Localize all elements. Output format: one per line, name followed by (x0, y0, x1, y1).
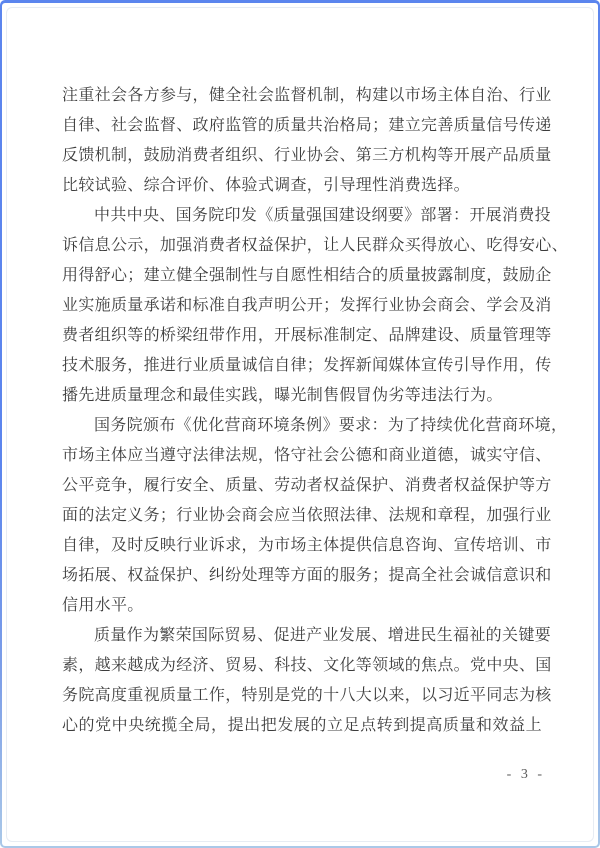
text-line-p3-l6: 场拓展、权益保护、纠纷处理等方面的服务；提高全社会诚信意识和 (62, 567, 552, 584)
text-line-p4-l4: 心的党中央统揽全局，提出把发展的立足点转到提高质量和效益上 (62, 717, 542, 734)
text-line-p1-l1: 注重社会各方参与，健全社会监督机制，构建以市场主体自治、行业 (62, 87, 552, 104)
text-line-p4-l1: 质量作为繁荣国际贸易、促进产业发展、增进民生福祉的关键要 (94, 627, 551, 644)
text-line-p2-l6: 技术服务，推进行业质量诚信自律；发挥新闻媒体宣传引导作用，传 (62, 357, 552, 374)
text-line-p2-l5: 费者组织等的桥梁纽带作用，开展标准制定、品牌建设、质量管理等 (62, 327, 552, 344)
text-line-p4-l2: 素，越来越成为经济、贸易、科技、文化等领域的焦点。党中央、国 (62, 657, 552, 674)
text-line-p1-l4: 比较试验、综合评价、体验式调查，引导理性消费选择。 (62, 177, 471, 194)
text-line-p3-l4: 面的法定义务；行业协会商会应当依照法律、法规和章程，加强行业 (62, 507, 552, 524)
text-line-p2-l1: 中共中央、国务院印发《质量强国建设纲要》部署：开展消费投 (94, 207, 551, 224)
text-line-p3-l2: 市场主体应当遵守法律法规，恪守社会公德和商业道德，诚实守信、 (62, 447, 552, 464)
text-line-p3-l5: 自律，及时反映行业诉求，为市场主体提供信息咨询、宣传培训、市 (62, 537, 552, 554)
text-line-p1-l3: 反馈机制，鼓励消费者组织、行业协会、第三方机构等开展产品质量 (62, 147, 552, 164)
text-line-p3-l1: 国务院颁布《优化营商环境条例》要求：为了持续优化营商环境， (94, 417, 568, 434)
text-line-p2-l7: 播先进质量理念和最佳实践，曝光制售假冒伪劣等违法行为。 (62, 387, 503, 404)
document-page (2, 3, 598, 846)
text-line-p3-l7: 信用水平。 (62, 597, 144, 614)
document-body (62, 81, 568, 741)
page-number: - 3 - (506, 767, 545, 782)
text-line-p4-l3: 务院高度重视质量工作，特别是党的十八大以来，以习近平同志为核 (62, 687, 552, 704)
text-line-p3-l3: 公平竞争，履行安全、质量、劳动者权益保护、消费者权益保护等方 (62, 477, 552, 494)
text-line-p1-l2: 自律、社会监督、政府监管的质量共治格局；建立完善质量信号传递 (62, 117, 552, 134)
text-line-p2-l3: 用得舒心；建立健全强制性与自愿性相结合的质量披露制度，鼓励企 (62, 267, 552, 284)
text-line-p2-l2: 诉信息公示，加强消费者权益保护，让人民群众买得放心、吃得安心、 (62, 237, 568, 254)
text-line-p2-l4: 业实施质量承诺和标准自我声明公开；发挥行业协会商会、学会及消 (62, 297, 552, 314)
